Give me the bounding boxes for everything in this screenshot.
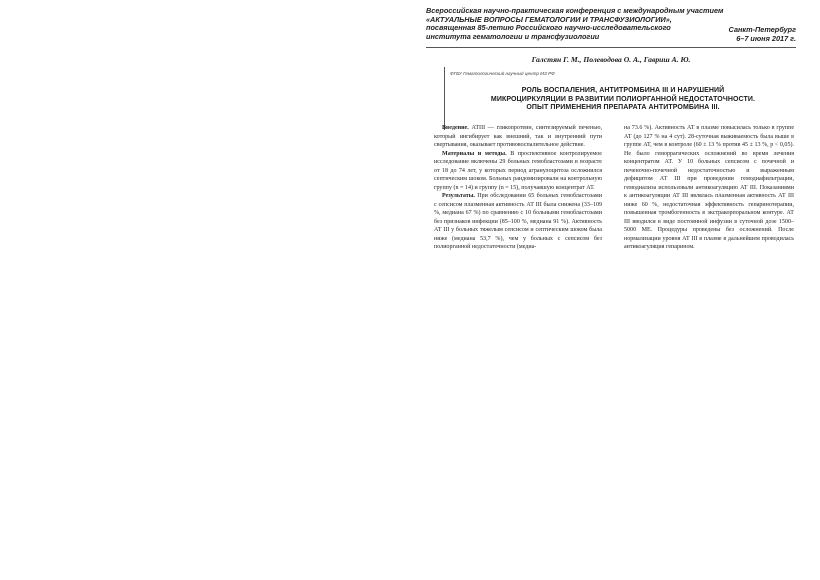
results-text-end: на 73.6 %). Активность АТ в плазме повысилась только в группе АТ (до 127 % на 4 сут). 28-суточная выживаемость была выше в группе АТ, чем в контроле (60 ± 13 % против 45 ± 13 %, р < 0,05). Не было геморрагических осложнений во время лечения концентратом АТ. У 10 больных сепсисом с почечной и печеночно-почечной недостаточностью и выраженным дефицитом АТ III при проведении гемодиафильтрации, гемодиализа использовали антикоагуляцию АТ III. Показаниями к антикоагуляции АТ III являлась плазменная активность АТ III ниже 60 %, недостаточная эффективность гепаринотерапии, повышенная тромбогенность в экстракорпоральном контуре. АТ III вводился в виде постоянной инфузии в суточной дозе 1500–5000 МЕ. Процедуры проведены без осложнений. После нормализации уровня АТ III в плазме в дальнейшем проводилась антикоагуляция гепарином. [624,125,794,250]
title-line: МИКРОЦИРКУЛЯЦИИ В РАЗВИТИИ ПОЛИОРГАННОЙ НЕДОСТАТОЧНОСТИ. [490,95,756,103]
methods-paragraph [434,150,602,193]
conference-line: посвященная 85-летию Российского научно-исследовательского [426,23,671,33]
conference-place [729,26,797,43]
conference-line: Всероссийская научно-практическая конференция с международным участием [426,6,724,15]
results-paragraph-continued [624,124,794,252]
conference-dates: 6–7 июня 2017 г. [736,33,796,43]
conference-city: Санкт-Петербург [728,25,796,34]
text-column-left [434,124,602,252]
running-header [426,7,796,47]
intro-paragraph [434,124,602,150]
article-title [450,87,796,113]
intro-text: АТIII — гликопротеин, синтезируемый печенью, который ингибирует как внешний, так и внутренний пути свертывания, оказывает противовоспалительное действие. [434,125,602,148]
methods-heading: Материалы и методы. [442,150,507,157]
results-text-start: При обследовании 65 больных гемобластозами с сепсисом плазменная активность АТ III была снижена (33–109 %, медиана 67 %) по сравнению с 10 больными гемобластозами без признаков инфекции (85–100 %, медиана 91 %). Активность АТ III у больных тяжелым сепсисом и септическим шоком была ниже (медиана 53,7 %), чем у больных с сепсисом без полиорганной недостаточности (медиа- [434,193,602,250]
title-line: РОЛЬ ВОСПАЛЕНИЯ, АНТИТРОМБИНА III И НАРУШЕНИЙ [521,87,725,94]
affiliation-bar [444,67,445,130]
conference-title [426,7,726,41]
document-page [426,0,796,580]
text-column-right [624,124,794,252]
header-divider [426,47,796,48]
results-heading: Результаты. [442,193,475,199]
intro-heading: Введение. [442,125,469,131]
results-paragraph [434,192,602,252]
methods-text: В проспективное контролируемое исследование включены 29 больных гемобластозами в возрасте от 18 до 74 лет, у которых период агранулоцитоза осложнился септическим шоком. Больных рандомизировали на контрольную группу (n = 14) и группу (n = 15), получавшую концентрат АТ. [434,150,602,191]
conference-line: «АКТУАЛЬНЫЕ ВОПРОСЫ ГЕМАТОЛОГИИ И ТРАНСФУЗИОЛОГИИ», [426,14,672,24]
conference-line: института гематологии и трансфузиологии [426,31,600,41]
title-line: ОПЫТ ПРИМЕНЕНИЯ ПРЕПАРАТА АНТИТРОМБИНА III. [526,104,720,111]
article-affiliation: ФГБУ Гематологический научный центр МЗ РФ [450,71,555,76]
article-authors: Галстян Г. М., Полеводова О. А., Гавриш А. Ю. [531,55,691,64]
